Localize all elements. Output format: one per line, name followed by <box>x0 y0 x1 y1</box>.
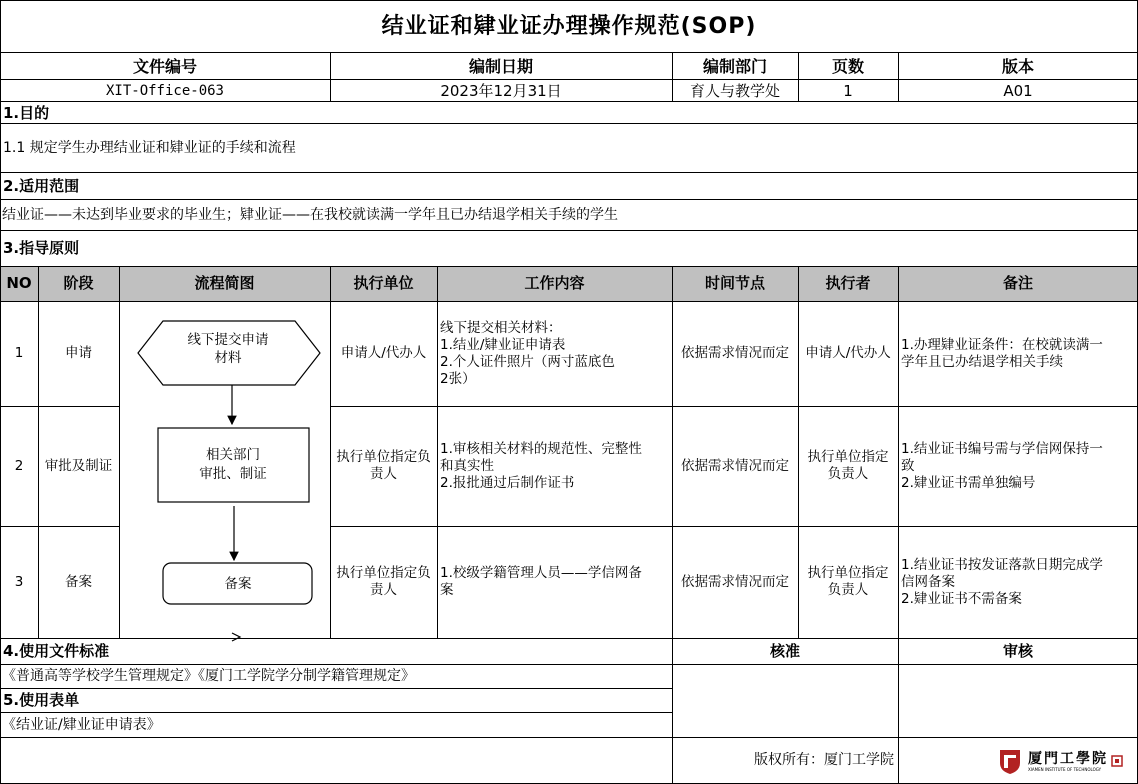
meta-date: 2023年12月31日 <box>440 81 562 100</box>
row1-unit: 申请人/代办人 <box>340 345 427 361</box>
row2-no: 2 <box>14 457 24 474</box>
row3-note-line: 1.结业证书按发证落款日期完成学 <box>901 556 1103 573</box>
logo-text: 厦門工學院 <box>1028 750 1108 767</box>
section-forms-text: 《结业证/肄业证申请表》 <box>2 716 161 733</box>
row1-note-line: 1.办理肄业证条件：在校就读满一 <box>901 336 1103 353</box>
meta-header-doc-no: 文件编号 <box>132 56 197 76</box>
approve-label: 核准 <box>769 641 800 660</box>
section-scope-text: 结业证——未达到毕业要求的毕业生；肄业证——在我校就读满一学年且已办结退学相关手续的学生 <box>2 206 618 223</box>
meta-doc-no: XIT-Office-063 <box>105 82 224 99</box>
table-header-unit: 执行单位 <box>330 266 437 301</box>
table-header-executor: 执行者 <box>798 266 898 301</box>
table-header-note: 备注 <box>898 266 1138 301</box>
row1-content-line: 2张） <box>440 370 476 387</box>
flow-node-submit-label: 材料 <box>214 350 242 366</box>
row3-time: 依据需求情况而定 <box>681 573 789 590</box>
table-header-stage: 阶段 <box>38 266 119 301</box>
section-forms-title: 5.使用表单 <box>3 691 80 709</box>
section-principle-title: 3.指导原则 <box>3 238 80 257</box>
table-header-content: 工作内容 <box>437 266 672 301</box>
section-standards-title: 4.使用文件标准 <box>3 641 110 660</box>
row1-executor: 申请人/代办人 <box>805 345 891 361</box>
row2-executor: 执行单位指定负责人 <box>807 449 889 482</box>
row3-note-line: 信网备案 <box>901 573 955 590</box>
meta-header-dept: 编制部门 <box>702 56 767 76</box>
row2-note-line: 致 <box>901 457 915 474</box>
row3-note-line: 2.肄业证书不需备案 <box>901 590 1022 607</box>
row1-content-line: 1.结业/肄业证申请表 <box>440 336 566 353</box>
meta-header-version: 版本 <box>1001 56 1034 76</box>
row3-no: 3 <box>14 573 24 590</box>
copyright-text: 版权所有：厦门工学院 <box>754 752 894 768</box>
row2-unit: 执行单位指定负责人 <box>336 449 431 482</box>
row3-stage: 备案 <box>65 573 92 590</box>
meta-dept: 育人与教学处 <box>689 81 780 100</box>
row1-time: 依据需求情况而定 <box>681 345 789 361</box>
row2-content-line: 1.审核相关材料的规范性、完整性 <box>440 440 642 457</box>
row2-time: 依据需求情况而定 <box>681 457 789 474</box>
section-scope-title: 2.适用范围 <box>3 176 80 195</box>
row2-stage: 审批及制证 <box>44 457 113 474</box>
section-standards-text: 《普通高等学校学生管理规定》《厦门工学院学分制学籍管理规定》 <box>2 667 415 684</box>
meta-header-date: 编制日期 <box>468 56 533 76</box>
flow-node-approve-label: 审批、制证 <box>199 466 267 482</box>
table-header-no: NO <box>0 266 38 301</box>
meta-header-pages: 页数 <box>831 56 864 76</box>
section-purpose-text: 1.1 规定学生办理结业证和肄业证的手续和流程 <box>3 139 296 156</box>
row1-note-line: 学年且已办结退学相关手续 <box>901 353 1063 370</box>
row3-content-line: 案 <box>440 582 454 598</box>
row1-content-line: 2.个人证件照片（两寸蓝底色 <box>440 353 615 370</box>
meta-pages: 1 <box>843 81 853 100</box>
logo-subtext: XIAMEN INSTITUTE OF TECHNOLOGY <box>1028 766 1102 772</box>
meta-version: A01 <box>1003 81 1033 100</box>
review-label: 审核 <box>1002 641 1033 660</box>
row2-note-line: 1.结业证书编号需与学信网保持一 <box>901 440 1103 457</box>
row3-content-line: 1.校级学籍管理人员——学信网备 <box>440 565 642 581</box>
row2-content-line: 2.报批通过后制作证书 <box>440 474 575 491</box>
flow-node-approve-rect <box>158 428 309 502</box>
table-header-flow: 流程简图 <box>119 266 330 301</box>
section-purpose-title: 1.目的 <box>3 103 50 122</box>
row2-note-line: 2.肄业证书需单独编号 <box>901 474 1036 491</box>
flow-node-approve-label: 相关部门 <box>206 447 260 463</box>
row1-stage: 申请 <box>65 345 92 361</box>
table-header-time: 时间节点 <box>672 266 798 301</box>
flow-node-submit-label: 线下提交申请 <box>187 332 269 348</box>
row3-executor: 执行单位指定负责人 <box>807 565 889 598</box>
flow-node-record-label: 备案 <box>224 576 252 592</box>
row2-content-line: 和真实性 <box>440 457 494 474</box>
document-title: 结业证和肄业证办理操作规范(SOP) <box>381 13 757 39</box>
row1-content-line: 线下提交相关材料： <box>440 319 562 336</box>
row3-unit: 执行单位指定负责人 <box>336 565 431 598</box>
row1-no: 1 <box>14 345 24 361</box>
